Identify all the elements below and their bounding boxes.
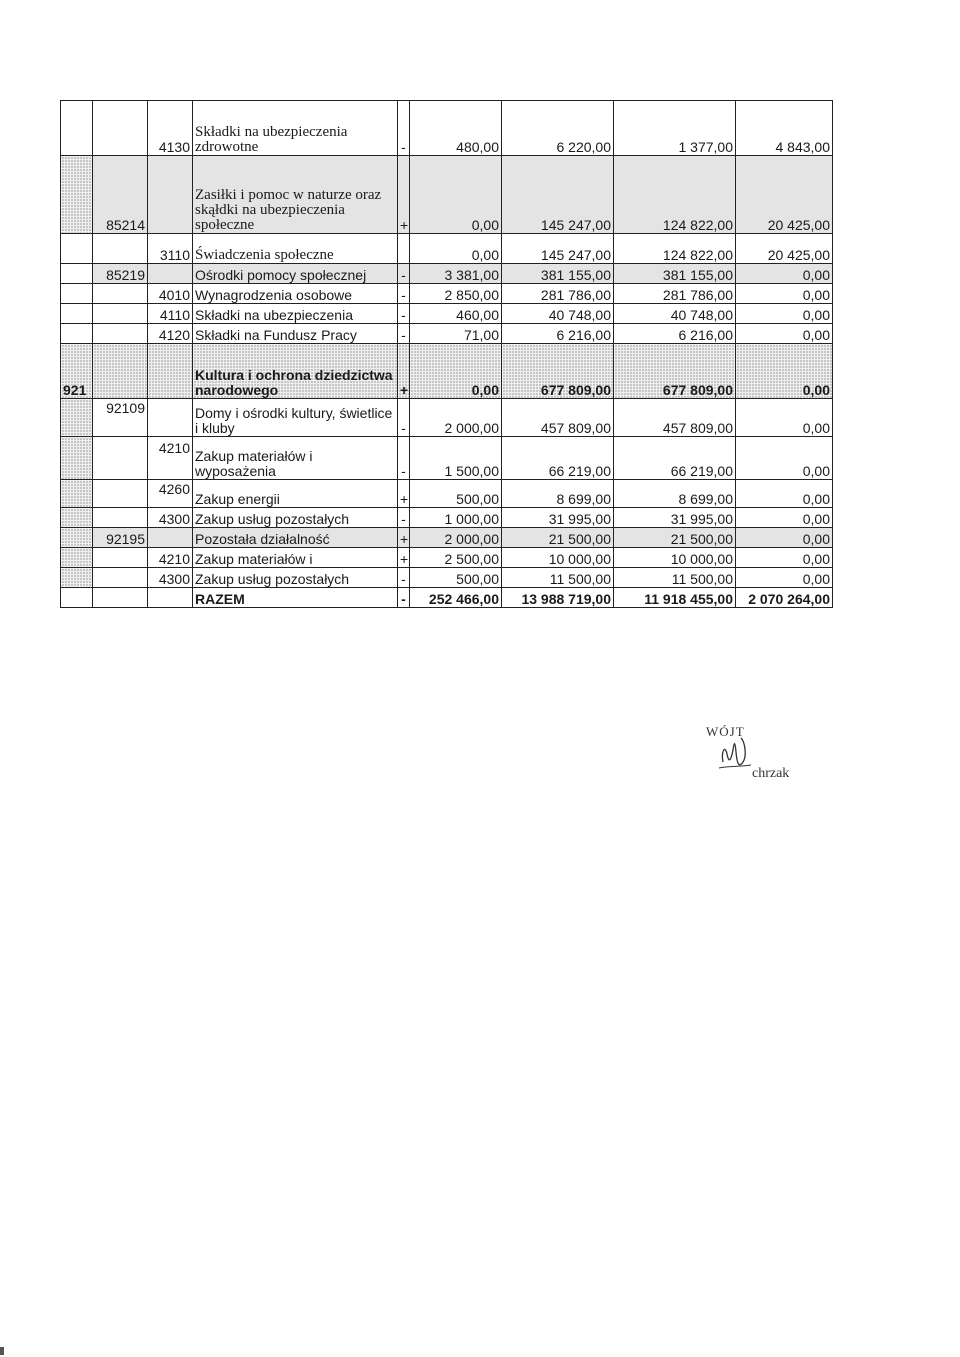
amount-cell: 0,00 (410, 156, 502, 234)
division-cell (61, 568, 93, 588)
signature-name: chrzak (752, 766, 790, 781)
amount-cell: 2 850,00 (410, 284, 502, 304)
chapter-cell (93, 344, 148, 399)
sign-cell: + (398, 528, 410, 548)
division-cell: 921 (61, 344, 93, 399)
description-cell: Pozostała działalność (193, 528, 398, 548)
amount-cell: 31 995,00 (614, 508, 736, 528)
amount-cell: 381 155,00 (502, 264, 614, 284)
paragraph-cell (148, 399, 193, 437)
description-cell: Zakup materiałów i wyposażenia (193, 437, 398, 480)
amount-cell: 66 219,00 (614, 437, 736, 480)
amount-cell: 10 000,00 (502, 548, 614, 568)
table-row (61, 101, 833, 156)
division-cell (61, 548, 93, 568)
table-row (61, 284, 833, 304)
sign-cell (398, 234, 410, 264)
amount-cell: 0,00 (736, 480, 833, 508)
sign-cell: - (398, 324, 410, 344)
table-row (61, 548, 833, 568)
table-row (61, 480, 833, 508)
division-cell (61, 156, 93, 234)
sign-cell: - (398, 588, 410, 608)
amount-cell: 0,00 (736, 304, 833, 324)
paragraph-cell (148, 528, 193, 548)
amount-cell: 1 377,00 (614, 101, 736, 156)
chapter-cell (93, 324, 148, 344)
amount-cell: 124 822,00 (614, 234, 736, 264)
paragraph-cell: 4260 (148, 480, 193, 508)
amount-cell: 0,00 (736, 284, 833, 304)
description-cell: Kultura i ochrona dziedzictwa narodowego (193, 344, 398, 399)
paragraph-cell: 4130 (148, 101, 193, 156)
amount-cell: 6 216,00 (502, 324, 614, 344)
scan-edge-mark (0, 1347, 4, 1355)
chapter-cell (93, 548, 148, 568)
description-cell: Składki na ubezpieczenia (193, 304, 398, 324)
amount-cell: 2 000,00 (410, 528, 502, 548)
amount-cell: 0,00 (736, 568, 833, 588)
chapter-cell: 92109 (93, 399, 148, 437)
paragraph-cell: 4300 (148, 568, 193, 588)
amount-cell: 10 000,00 (614, 548, 736, 568)
division-cell (61, 264, 93, 284)
description-cell: Świadczenia społeczne (193, 234, 398, 264)
chapter-cell (93, 508, 148, 528)
table-row (61, 156, 833, 234)
amount-cell: 40 748,00 (502, 304, 614, 324)
table-row (61, 568, 833, 588)
amount-cell: 2 500,00 (410, 548, 502, 568)
division-cell (61, 101, 93, 156)
table-row (61, 437, 833, 480)
chapter-cell (93, 234, 148, 264)
amount-cell: 8 699,00 (614, 480, 736, 508)
paragraph-cell: 4210 (148, 548, 193, 568)
amount-cell: 66 219,00 (502, 437, 614, 480)
table-row (61, 304, 833, 324)
amount-cell: 11 500,00 (502, 568, 614, 588)
description-cell: Zakup energii (193, 480, 398, 508)
amount-cell: 124 822,00 (614, 156, 736, 234)
amount-cell: 145 247,00 (502, 156, 614, 234)
amount-cell: 20 425,00 (736, 234, 833, 264)
budget-sheet (60, 100, 833, 608)
paragraph-cell: 4210 (148, 437, 193, 480)
table-row (61, 508, 833, 528)
budget-table (60, 100, 833, 608)
paragraph-cell: 3110 (148, 234, 193, 264)
total-row (61, 588, 833, 608)
sign-cell: - (398, 304, 410, 324)
sign-cell: + (398, 156, 410, 234)
description-cell: Zakup usług pozostałych (193, 568, 398, 588)
amount-cell: 500,00 (410, 568, 502, 588)
description-cell: Wynagrodzenia osobowe (193, 284, 398, 304)
amount-cell: 281 786,00 (614, 284, 736, 304)
table-row (61, 528, 833, 548)
amount-cell: 71,00 (410, 324, 502, 344)
amount-cell: 31 995,00 (502, 508, 614, 528)
amount-cell: 677 809,00 (502, 344, 614, 399)
total-amount: 13 988 719,00 (502, 588, 614, 608)
amount-cell: 0,00 (736, 264, 833, 284)
sign-cell: + (398, 548, 410, 568)
amount-cell: 500,00 (410, 480, 502, 508)
sign-cell: - (398, 568, 410, 588)
division-cell (61, 437, 93, 480)
paragraph-cell: 4110 (148, 304, 193, 324)
amount-cell: 0,00 (736, 528, 833, 548)
description-cell: Ośrodki pomocy społecznej (193, 264, 398, 284)
sign-cell: - (398, 399, 410, 437)
amount-cell: 1 000,00 (410, 508, 502, 528)
sign-cell: - (398, 284, 410, 304)
amount-cell: 6 216,00 (614, 324, 736, 344)
table-row (61, 234, 833, 264)
paragraph-cell (148, 156, 193, 234)
amount-cell: 8 699,00 (502, 480, 614, 508)
table-row (61, 324, 833, 344)
amount-cell: 6 220,00 (502, 101, 614, 156)
amount-cell: 0,00 (736, 399, 833, 437)
amount-cell: 0,00 (410, 344, 502, 399)
amount-cell: 457 809,00 (502, 399, 614, 437)
paragraph-cell: 4300 (148, 508, 193, 528)
amount-cell: 0,00 (736, 344, 833, 399)
division-cell (61, 528, 93, 548)
amount-cell: 0,00 (736, 548, 833, 568)
table-row (61, 399, 833, 437)
amount-cell: 20 425,00 (736, 156, 833, 234)
division-cell (61, 304, 93, 324)
amount-cell: 145 247,00 (502, 234, 614, 264)
sign-cell: + (398, 480, 410, 508)
division-cell (61, 399, 93, 437)
sign-cell: - (398, 437, 410, 480)
amount-cell: 0,00 (736, 508, 833, 528)
paragraph-cell (148, 264, 193, 284)
division-cell (61, 480, 93, 508)
total-amount: 2 070 264,00 (736, 588, 833, 608)
chapter-cell (93, 437, 148, 480)
description-cell: Składki na Fundusz Pracy (193, 324, 398, 344)
amount-cell: 21 500,00 (614, 528, 736, 548)
total-label: RAZEM (193, 588, 398, 608)
chapter-cell (93, 284, 148, 304)
budget-table-body (61, 101, 833, 608)
amount-cell: 281 786,00 (502, 284, 614, 304)
chapter-cell (93, 101, 148, 156)
description-cell: Domy i ośrodki kultury, świetlice i kluby (193, 399, 398, 437)
total-amount: 252 466,00 (410, 588, 502, 608)
amount-cell: 11 500,00 (614, 568, 736, 588)
division-cell (61, 234, 93, 264)
chapter-cell: 92195 (93, 528, 148, 548)
sign-cell: + (398, 344, 410, 399)
handwritten-signature (717, 732, 755, 776)
chapter-cell (93, 568, 148, 588)
amount-cell: 381 155,00 (614, 264, 736, 284)
sign-cell: - (398, 508, 410, 528)
amount-cell: 3 381,00 (410, 264, 502, 284)
paragraph-cell: 4010 (148, 284, 193, 304)
description-cell: Zasiłki i pomoc w naturze oraz skąłdki na ubezpieczenia społeczne (193, 156, 398, 234)
amount-cell: 460,00 (410, 304, 502, 324)
chapter-cell: 85219 (93, 264, 148, 284)
division-cell (61, 588, 93, 608)
sign-cell: - (398, 264, 410, 284)
amount-cell: 2 000,00 (410, 399, 502, 437)
description-cell: Zakup usług pozostałych (193, 508, 398, 528)
division-cell (61, 508, 93, 528)
amount-cell: 677 809,00 (614, 344, 736, 399)
table-row (61, 264, 833, 284)
amount-cell: 4 843,00 (736, 101, 833, 156)
signature-title: WÓJT (706, 724, 745, 739)
division-cell (61, 324, 93, 344)
amount-cell: 0,00 (736, 437, 833, 480)
chapter-cell: 85214 (93, 156, 148, 234)
amount-cell: 1 500,00 (410, 437, 502, 480)
amount-cell: 0,00 (736, 324, 833, 344)
amount-cell: 0,00 (410, 234, 502, 264)
table-row (61, 344, 833, 399)
division-cell (61, 284, 93, 304)
description-cell: Zakup materiałów i (193, 548, 398, 568)
amount-cell: 40 748,00 (614, 304, 736, 324)
paragraph-cell (148, 344, 193, 399)
sign-cell: - (398, 101, 410, 156)
description-cell: Składki na ubezpieczenia zdrowotne (193, 101, 398, 156)
amount-cell: 457 809,00 (614, 399, 736, 437)
paragraph-cell: 4120 (148, 324, 193, 344)
chapter-cell (93, 588, 148, 608)
chapter-cell (93, 480, 148, 508)
chapter-cell (93, 304, 148, 324)
amount-cell: 21 500,00 (502, 528, 614, 548)
total-amount: 11 918 455,00 (614, 588, 736, 608)
paragraph-cell (148, 588, 193, 608)
amount-cell: 480,00 (410, 101, 502, 156)
